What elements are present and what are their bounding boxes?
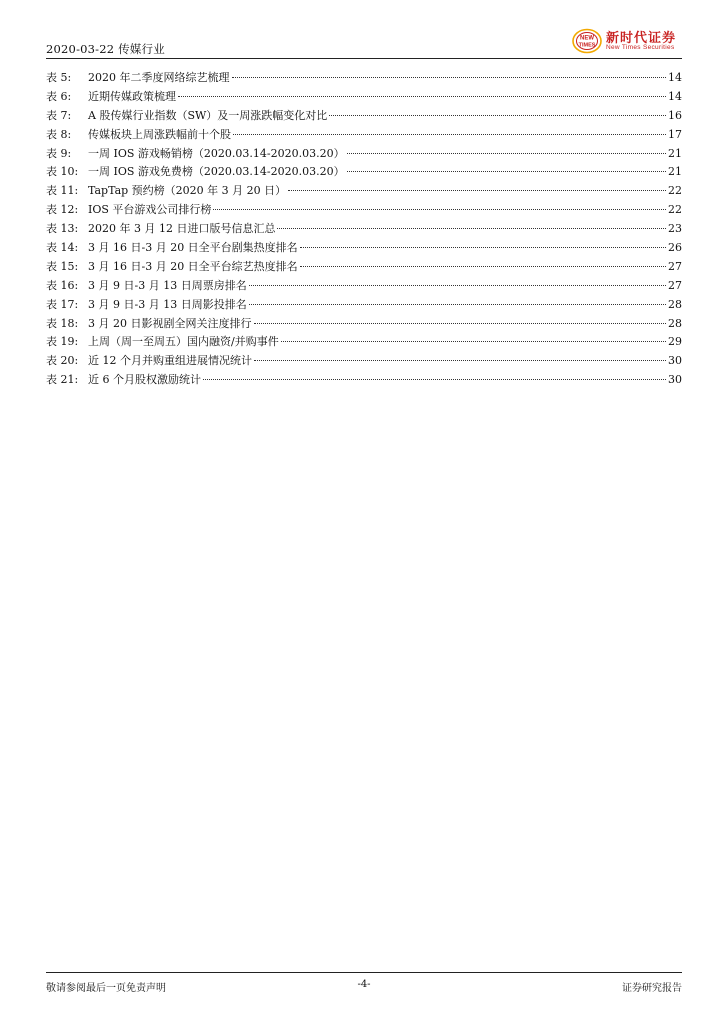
toc-entry-title[interactable]: 近期传媒政策梳理 xyxy=(88,89,176,103)
toc-entry[interactable] xyxy=(46,107,682,126)
toc-entry-page[interactable]: 26 xyxy=(668,241,682,255)
toc-entry-title[interactable]: 3 月 9 日-3 月 13 日周影投排名 xyxy=(88,297,247,311)
toc-entry[interactable] xyxy=(46,182,682,201)
toc-entry-number: 表 12: xyxy=(46,203,79,217)
toc-dot-leader xyxy=(288,190,666,191)
toc-entry-title[interactable]: 一周 IOS 游戏畅销榜（2020.03.14-2020.03.20） xyxy=(88,146,345,160)
page-header xyxy=(46,26,682,60)
toc-entry-page[interactable]: 22 xyxy=(668,184,682,198)
toc-entry-title[interactable]: 上周（周一至周五）国内融资/并购事件 xyxy=(88,335,279,349)
toc-entry-number: 表 7: xyxy=(46,108,72,122)
toc-entry-title[interactable]: 一周 IOS 游戏免费榜（2020.03.14-2020.03.20） xyxy=(88,165,345,179)
toc-entry[interactable] xyxy=(46,69,682,88)
toc-entry[interactable] xyxy=(46,126,682,145)
toc-entry-page[interactable]: 28 xyxy=(668,316,682,330)
toc-entry-page[interactable]: 29 xyxy=(668,335,682,349)
toc-entry-page[interactable]: 28 xyxy=(668,297,682,311)
toc-entry-title[interactable]: TapTap 预约榜（2020 年 3 月 20 日） xyxy=(88,184,287,198)
toc-entry-title[interactable]: 2020 年 3 月 12 日进口版号信息汇总 xyxy=(88,222,276,236)
toc-entry-page[interactable]: 30 xyxy=(668,354,682,368)
toc-entry[interactable] xyxy=(46,220,682,239)
footer-page-number: -4- xyxy=(357,979,371,990)
toc-dot-leader xyxy=(300,247,666,248)
toc-entry[interactable] xyxy=(46,371,682,390)
toc-entry-number: 表 15: xyxy=(46,259,79,273)
toc-entry-title[interactable]: 3 月 16 日-3 月 20 日全平台综艺热度排名 xyxy=(88,259,298,273)
toc-entry-title[interactable]: 近 6 个月股权激励统计 xyxy=(88,373,201,387)
svg-text:TIMES: TIMES xyxy=(578,42,596,49)
toc-entry-page[interactable]: 14 xyxy=(668,71,682,84)
toc-entry-title[interactable]: 近 12 个月并购重组进展情况统计 xyxy=(88,354,252,368)
toc-entry-title[interactable]: IOS 平台游戏公司排行榜 xyxy=(88,203,212,217)
toc-entry[interactable] xyxy=(46,163,682,182)
toc-entry-page[interactable]: 27 xyxy=(668,278,682,292)
toc-entry-number: 表 16: xyxy=(46,278,79,292)
toc-entry-page[interactable]: 27 xyxy=(668,259,682,273)
toc-entry-number: 表 10: xyxy=(46,165,79,179)
toc-dot-leader xyxy=(300,266,666,267)
footer-report-type: 证券研究报告 xyxy=(622,983,682,994)
toc-entry-title[interactable]: 3 月 16 日-3 月 20 日全平台剧集热度排名 xyxy=(88,241,298,255)
toc-dot-leader xyxy=(347,153,666,154)
page-footer xyxy=(46,972,682,1002)
toc-dot-leader xyxy=(329,115,666,116)
toc-entry-number: 表 8: xyxy=(46,127,72,141)
toc-entry-number: 表 11: xyxy=(46,184,79,198)
toc-entry-title[interactable]: 传媒板块上周涨跌幅前十个股 xyxy=(88,127,231,141)
toc-entry-page[interactable]: 30 xyxy=(668,373,682,387)
new-times-logo-icon xyxy=(572,28,602,54)
toc-entry-number: 表 13: xyxy=(46,222,79,236)
toc-dot-leader xyxy=(254,323,667,324)
toc-dot-leader xyxy=(233,134,666,135)
toc-entry-page[interactable]: 21 xyxy=(668,146,682,160)
company-logo xyxy=(572,26,682,56)
toc-dot-leader xyxy=(203,379,666,380)
toc-entry-number: 表 18: xyxy=(46,316,79,330)
toc-entry-number: 表 20: xyxy=(46,354,79,368)
toc-entry[interactable] xyxy=(46,333,682,352)
toc-dot-leader xyxy=(281,341,666,342)
toc-entry-page[interactable]: 22 xyxy=(668,203,682,217)
toc-entry[interactable] xyxy=(46,239,682,258)
toc-entry[interactable] xyxy=(46,352,682,371)
toc-entry-number: 表 9: xyxy=(46,146,72,160)
toc-entry[interactable] xyxy=(46,315,682,334)
footer-divider xyxy=(46,972,682,973)
toc-entry-title[interactable]: 3 月 9 日-3 月 13 日周票房排名 xyxy=(88,278,247,292)
toc-dot-leader xyxy=(254,360,666,361)
toc-dot-leader xyxy=(232,77,667,78)
toc-dot-leader xyxy=(347,171,666,172)
toc-entry[interactable] xyxy=(46,258,682,277)
toc-entry-page[interactable]: 17 xyxy=(668,127,682,141)
toc-entry-title[interactable]: A 股传媒行业指数（SW）及一周涨跌幅变化对比 xyxy=(88,108,328,122)
toc-entry[interactable] xyxy=(46,201,682,220)
toc-entry-number: 表 17: xyxy=(46,297,79,311)
toc-entry-number: 表 5: xyxy=(46,71,72,84)
logo-english-name: New Times Securities xyxy=(606,44,675,51)
toc-entry[interactable] xyxy=(46,296,682,315)
toc-entry-number: 表 19: xyxy=(46,335,79,349)
toc-entry[interactable] xyxy=(46,88,682,107)
header-date-industry: 2020-03-22 传媒行业 xyxy=(46,42,165,56)
toc-entry-page[interactable]: 16 xyxy=(668,108,682,122)
toc-entry-page[interactable]: 21 xyxy=(668,165,682,179)
logo-chinese-name: 新时代证券 xyxy=(606,31,677,46)
table-of-tables xyxy=(46,69,682,390)
toc-entry-number: 表 6: xyxy=(46,89,72,103)
svg-text:NEW: NEW xyxy=(580,35,594,42)
footer-disclaimer: 敬请参阅最后一页免责声明 xyxy=(46,983,166,994)
toc-entry-page[interactable]: 23 xyxy=(668,222,682,236)
toc-dot-leader xyxy=(213,209,666,210)
toc-dot-leader xyxy=(277,228,666,229)
header-divider xyxy=(46,58,682,59)
toc-entry-page[interactable]: 14 xyxy=(668,89,682,103)
toc-entry-title[interactable]: 2020 年二季度网络综艺梳理 xyxy=(88,71,230,84)
toc-dot-leader xyxy=(249,285,666,286)
toc-dot-leader xyxy=(249,304,666,305)
toc-entry-number: 表 14: xyxy=(46,241,79,255)
toc-entry-number: 表 21: xyxy=(46,373,79,387)
toc-entry-title[interactable]: 3 月 20 日影视剧全网关注度排行 xyxy=(88,316,252,330)
toc-entry[interactable] xyxy=(46,145,682,164)
toc-entry[interactable] xyxy=(46,277,682,296)
toc-dot-leader xyxy=(178,96,666,97)
